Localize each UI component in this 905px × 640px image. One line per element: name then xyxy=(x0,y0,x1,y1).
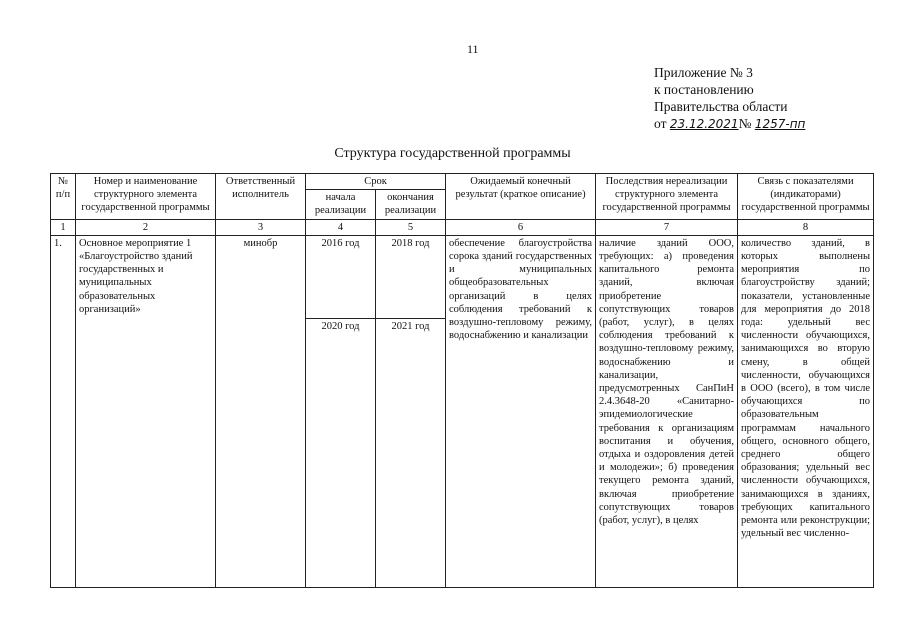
row-term-end xyxy=(376,235,446,587)
col-number: 3 xyxy=(216,219,306,235)
col-number: 6 xyxy=(446,219,596,235)
appendix-line-1: Приложение № 3 xyxy=(654,65,753,80)
term-start-2: 2020 год xyxy=(321,320,360,332)
header-consequences: Последствия нереализации структурного элемента государственной программы xyxy=(596,174,738,220)
header-num: № п/п xyxy=(51,174,76,220)
header-row-1 xyxy=(51,174,874,190)
term-start-1: 2016 год xyxy=(306,236,375,319)
header-term-start: начала реализации xyxy=(306,190,376,219)
term-end-1: 2018 год xyxy=(376,236,445,319)
row-indicators: количество зданий, в которых выполнены мероприятия по благоустройству зданий; показатели, установленные для мероприятия до 2018 года: удельный вес численности обучающихся, занимающихся во вторую смену, в общей численности, обучающихся в ООО (всего), в том числе обучающихся по образовательным программам начального общего, основного общего, среднего общего образования; удельный вес численности обучающихся, занимающихся в зданиях, требующих капитального ремонта или реконструкции; удельный вес численно- xyxy=(738,235,874,587)
row-executor: минобр xyxy=(216,235,306,587)
row-term-start xyxy=(306,235,376,587)
appendix-block xyxy=(654,64,805,133)
col-number: 7 xyxy=(596,219,738,235)
appendix-date-line xyxy=(654,115,805,133)
row-consequences: наличие зданий ООО, требующих: а) проведения капитального ремонта зданий, включая приобретение сопутствующих товаров (работ, услуг), в целях соблюдения требований к воздушно-тепловому режиму, водоснабжению и канализации, предусмотренных СанПиН 2.4.3648-20 «Санитарно-эпидемиологические требования к организациям воспитания и обучения, отдыха и оздоровления детей и молодежи»; б) проведения текущего ремонта зданий, включая приобретение сопутствующих товаров (работ, услуг), в целях xyxy=(596,235,738,587)
number-prefix: № xyxy=(738,116,752,131)
col-number: 8 xyxy=(738,219,874,235)
row-num: 1. xyxy=(51,235,76,587)
col-number: 1 xyxy=(51,219,76,235)
header-executor: Ответственный исполнитель xyxy=(216,174,306,220)
date-value: 23.12.2021 xyxy=(669,117,739,131)
header-result: Ожидаемый конечный результат (краткое описание) xyxy=(446,174,596,220)
row-result: обеспечение благоустройства сорока зданий государственных и муниципальных общеобразовательных организаций в целях соблюдения требований к воздушно-тепловому режиму, водоснабжению и канализации xyxy=(446,235,596,587)
number-value: 1257-пп xyxy=(754,117,806,131)
appendix-line-2: к постановлению xyxy=(654,82,754,97)
structure-table xyxy=(50,173,874,588)
col-number: 5 xyxy=(376,219,446,235)
header-term-end: окончания реализации xyxy=(376,190,446,219)
col-number: 2 xyxy=(76,219,216,235)
row-element: Основное мероприятие 1 «Благоустройство зданий государственных и муниципальных образовательных организаций» xyxy=(76,235,216,587)
table-row xyxy=(51,235,874,587)
column-number-row xyxy=(51,219,874,235)
page-number: 11 xyxy=(467,42,479,56)
col-number: 4 xyxy=(306,219,376,235)
date-prefix: от xyxy=(654,116,667,131)
document-title: Структура государственной программы xyxy=(334,146,571,161)
appendix-line-3: Правительства области xyxy=(654,99,788,114)
term-end-2: 2021 год xyxy=(391,320,430,332)
header-indicators: Связь с показателями (индикаторами) государственной программы xyxy=(738,174,874,220)
header-element: Номер и наименование структурного элемента государственной программы xyxy=(76,174,216,220)
header-term: Срок xyxy=(306,174,446,190)
